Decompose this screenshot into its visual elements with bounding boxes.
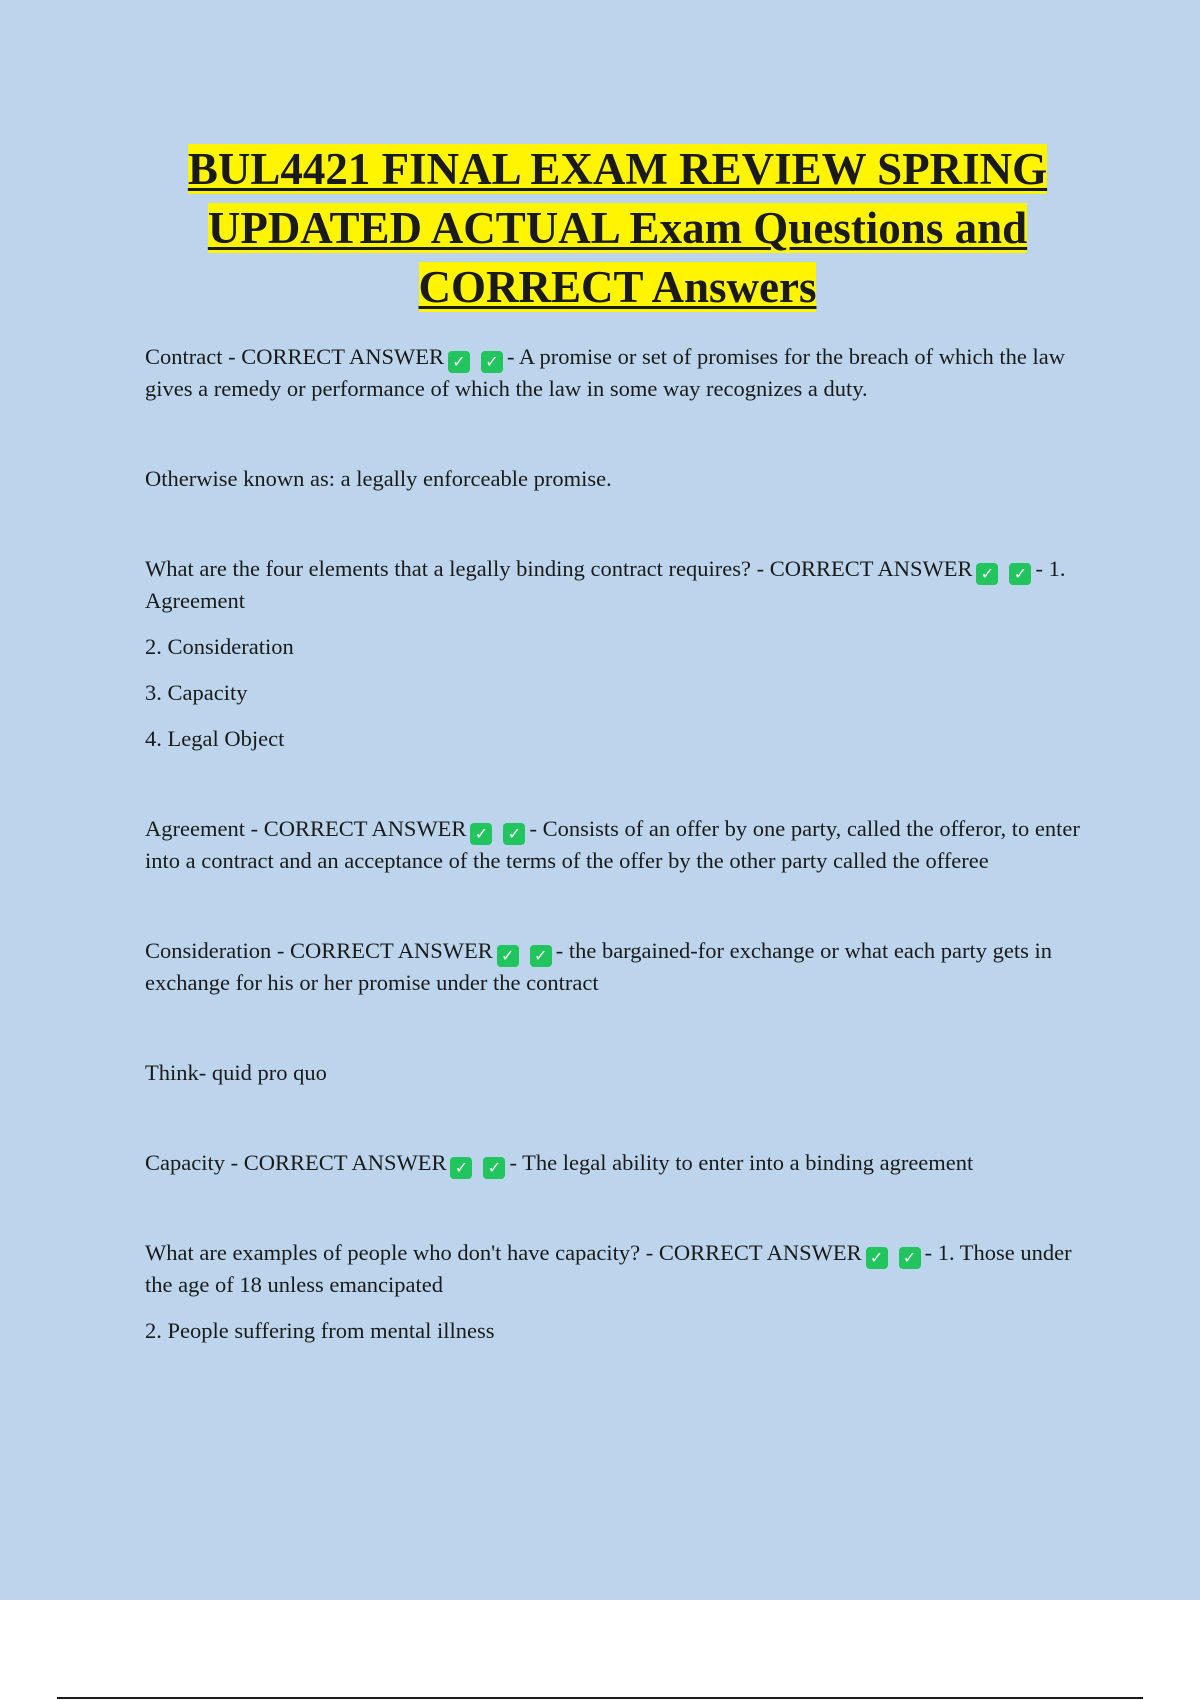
question-text: What are examples of people who don't have capacity? - CORRECT ANSWER bbox=[145, 1240, 862, 1265]
green-check-box-icon: ✓ bbox=[1009, 563, 1031, 585]
list-item: 2. Consideration bbox=[145, 634, 294, 659]
green-check-box-icon: ✓ bbox=[899, 1247, 921, 1269]
qa-entry-consideration bbox=[145, 935, 1095, 999]
title-line-3: CORRECT Answers bbox=[418, 262, 817, 312]
green-check-box-icon: ✓ bbox=[470, 823, 492, 845]
answer-text: - 1. Agreement bbox=[145, 556, 1066, 613]
answer-text: - The legal ability to enter into a binding agreement bbox=[509, 1150, 974, 1175]
green-check-box-icon: ✓ bbox=[497, 945, 519, 967]
green-check-box-icon: ✓ bbox=[530, 945, 552, 967]
question-text: Agreement - CORRECT ANSWER bbox=[145, 816, 467, 841]
qa-entry-contract bbox=[145, 341, 1095, 405]
list-item: 4. Legal Object bbox=[145, 726, 285, 751]
qa-entry-capacity bbox=[145, 1147, 1095, 1179]
note-text: Think- quid pro quo bbox=[145, 1060, 327, 1085]
question-text: Contract - CORRECT ANSWER bbox=[145, 344, 444, 369]
question-text: What are the four elements that a legally binding contract requires? - CORRECT ANSWER bbox=[145, 556, 973, 581]
title-line-1: BUL4421 FINAL EXAM REVIEW SPRING bbox=[187, 144, 1048, 194]
answer-text: - 1. Those under the age of 18 unless emancipated bbox=[145, 1240, 1072, 1297]
question-text: Capacity - CORRECT ANSWER bbox=[145, 1150, 447, 1175]
qa-entry-no-capacity bbox=[145, 1237, 1095, 1301]
question-text: Consideration - CORRECT ANSWER bbox=[145, 938, 493, 963]
green-check-box-icon: ✓ bbox=[481, 351, 503, 373]
title-line-2: UPDATED ACTUAL Exam Questions and bbox=[207, 203, 1028, 253]
answer-text: - A promise or set of promises for the breach of which the law gives a remedy or performance of which the law in some way recognizes a duty. bbox=[145, 344, 1065, 401]
list-item: 2. People suffering from mental illness bbox=[145, 1318, 495, 1343]
answer-text: - the bargained-for exchange or what each party gets in exchange for his or her promise under the contract bbox=[145, 938, 1052, 995]
answer-text: - Consists of an offer by one party, called the offeror, to enter into a contract and an acceptance of the terms of the offer by the other party called the offeree bbox=[145, 816, 1080, 873]
list-item: 3. Capacity bbox=[145, 680, 248, 705]
green-check-box-icon: ✓ bbox=[866, 1247, 888, 1269]
green-check-box-icon: ✓ bbox=[976, 563, 998, 585]
note-text: Otherwise known as: a legally enforceable promise. bbox=[145, 466, 612, 491]
green-check-box-icon: ✓ bbox=[503, 823, 525, 845]
footer-divider bbox=[57, 1697, 1143, 1699]
document-title bbox=[110, 140, 1125, 317]
green-check-box-icon: ✓ bbox=[448, 351, 470, 373]
qa-content bbox=[145, 341, 1095, 1347]
qa-entry-four-elements bbox=[145, 553, 1095, 617]
qa-entry-agreement bbox=[145, 813, 1095, 877]
green-check-box-icon: ✓ bbox=[483, 1157, 505, 1179]
green-check-box-icon: ✓ bbox=[450, 1157, 472, 1179]
